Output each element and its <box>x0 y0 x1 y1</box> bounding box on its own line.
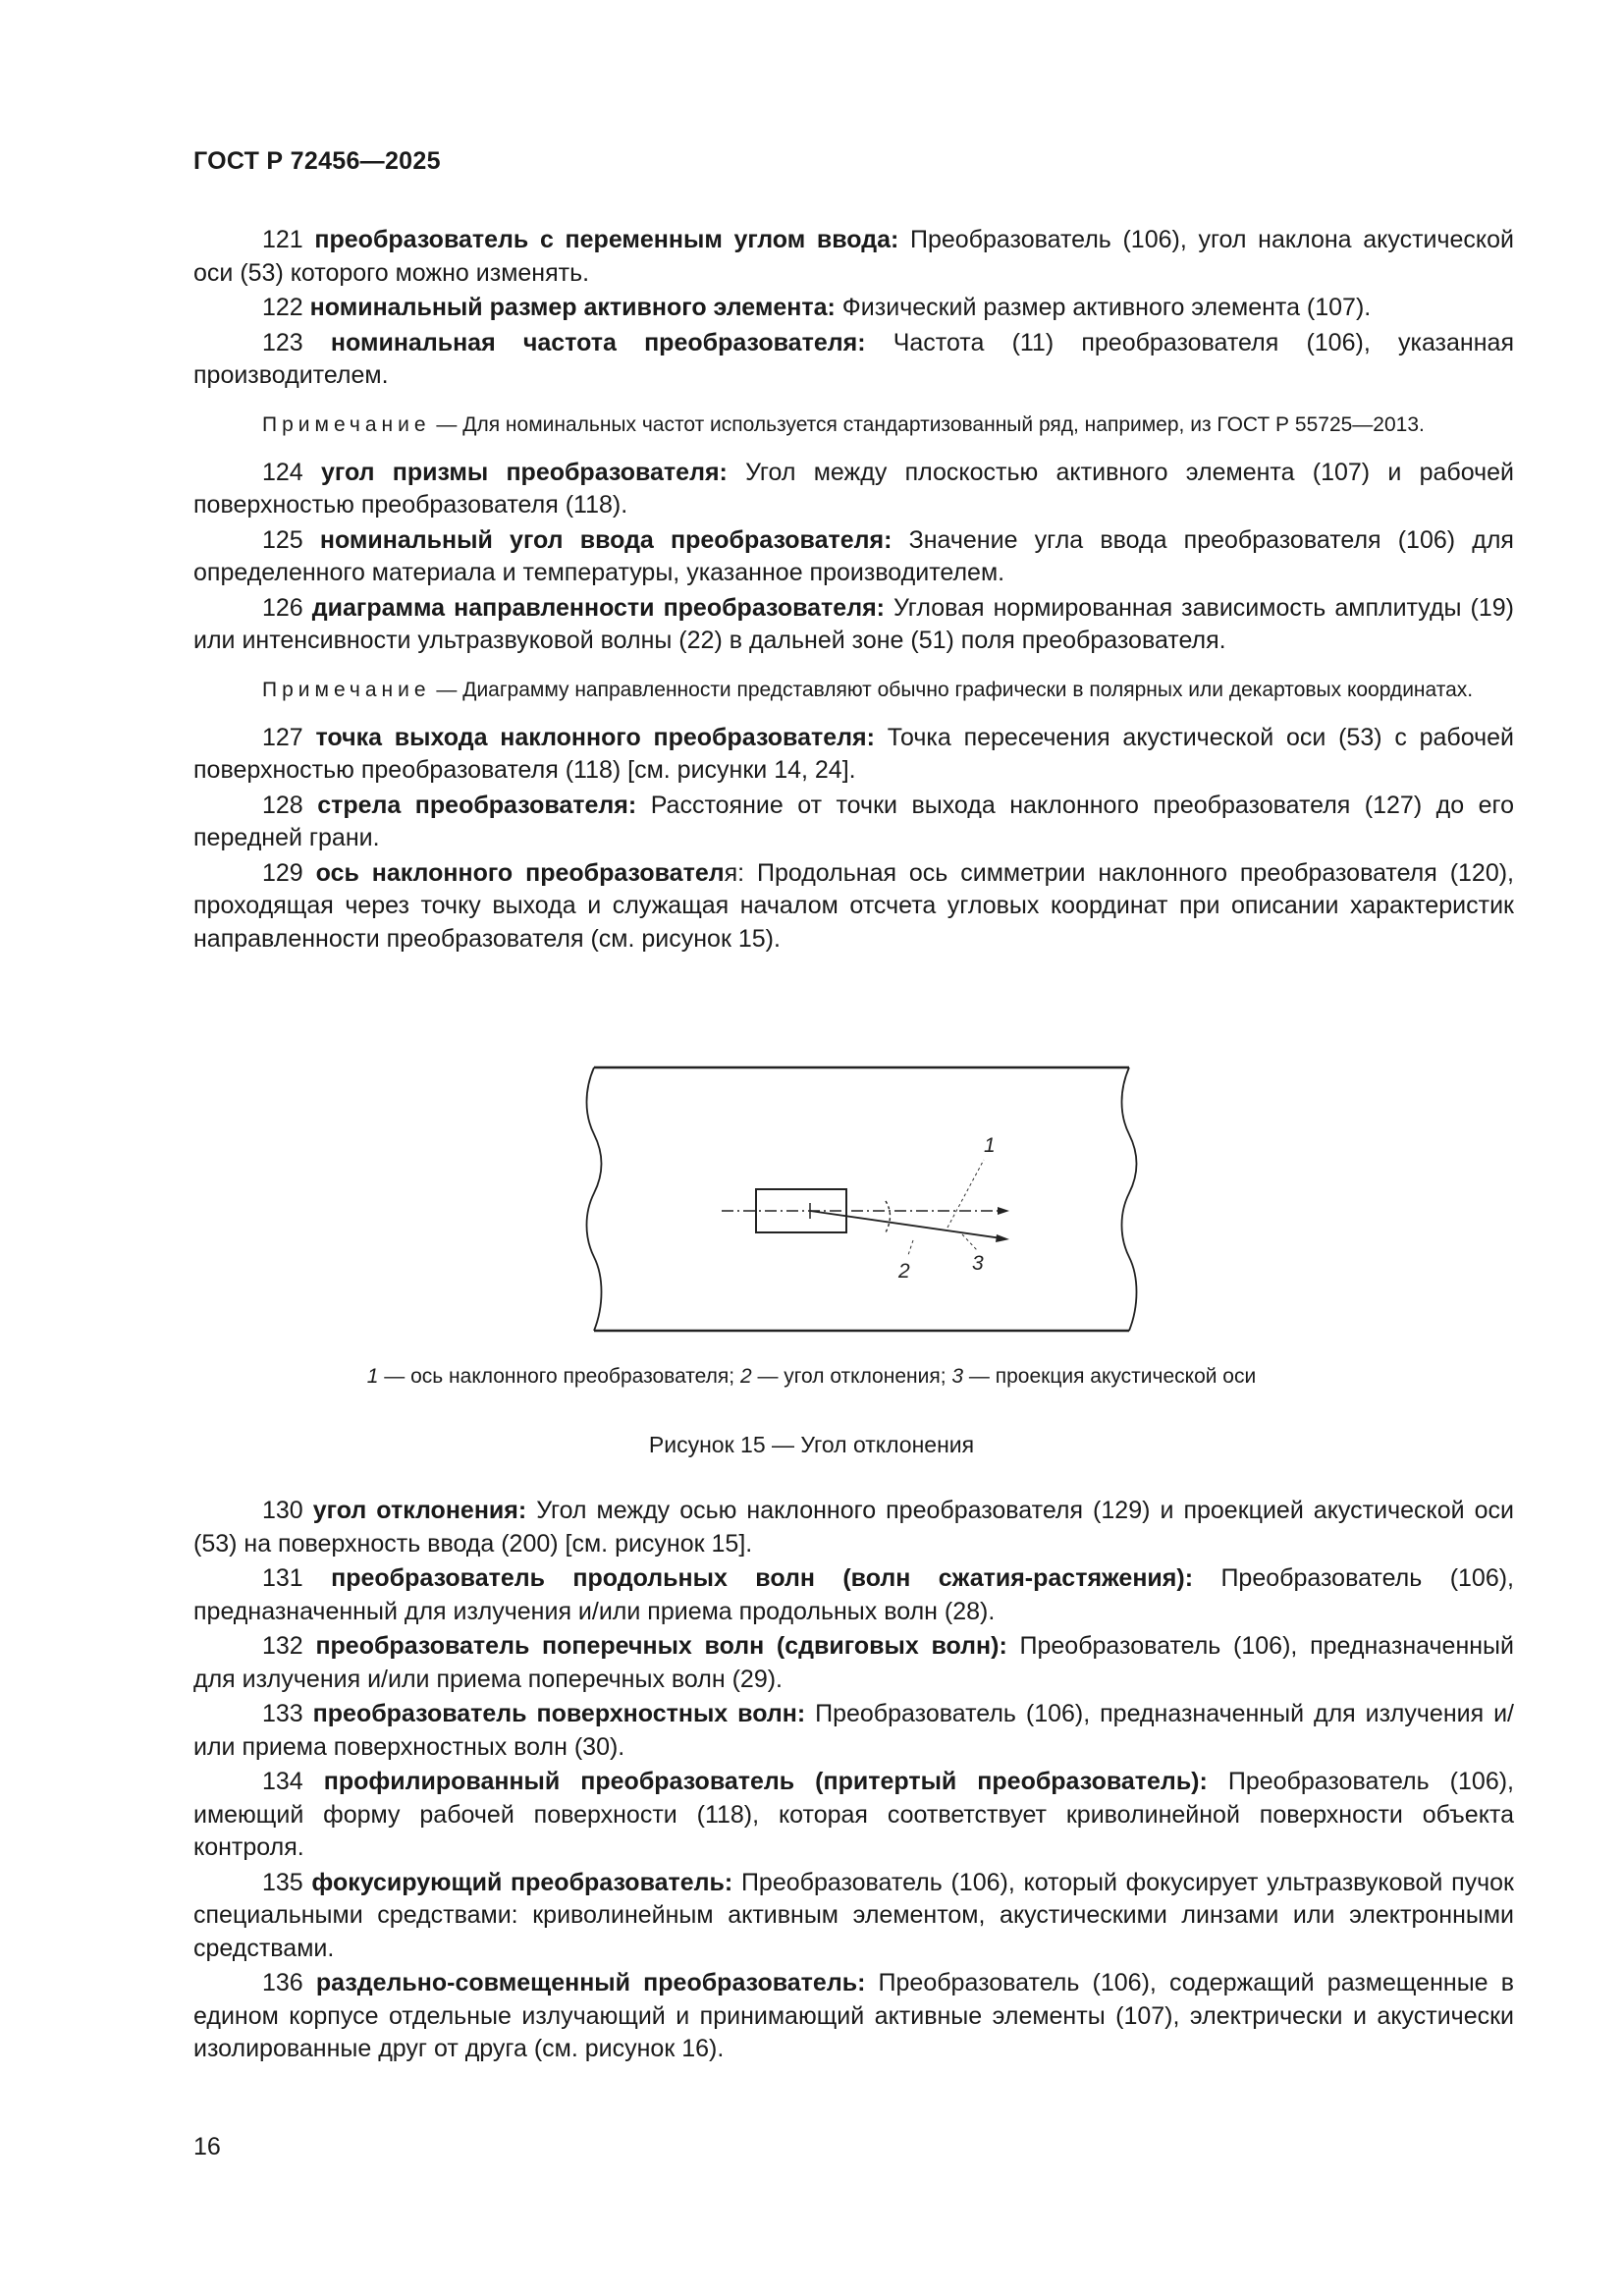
acoustic-axis-projection <box>810 1211 1001 1238</box>
term-135: 135 фокусирующий преобразователь: Преобразователь (106), который фокусирует ультразвуковой пучок специальными средствами: криволинейным активным элементом, акустическими линзами или электронными средствами. <box>193 1868 1514 1962</box>
term-126: 126 диаграмма направленности преобразователя: Угловая нормированная зависимость амплитуды (19) или интенсивности ультразвуковой волны (22) в дальней зоне (51) поля преобразователя. <box>193 593 1515 654</box>
term-127: 127 точка выхода наклонного преобразователя: Точка пересечения акустической оси (53) с рабочей поверхностью преобразователя (118) [см. рисунки 14, 24]. <box>193 723 1514 784</box>
term-133: 133 преобразователь поверхностных волн: Преобразователь (106), предназначенный для излучения и/или приема поверхностных волн (30). <box>193 1700 1514 1761</box>
term-123: 123 номинальная частота преобразователя: Частота (11) преобразователя (106), указанная производителем. <box>193 328 1514 389</box>
term-129: 129 ось наклонного преобразователя: Продольная ось симметрии наклонного преобразователя (120), проходящая через точку выхода и служащая началом отсчета угловых координат при описании характеристик направленности преобразователя (см. рисунок 15). <box>193 858 1514 953</box>
deflection-angle-arc <box>886 1201 891 1232</box>
term-125: 125 номинальный угол ввода преобразователя: Значение угла ввода преобразователя (106) для определенного материала и температуры, указанное производителем. <box>193 525 1514 586</box>
figure-15 <box>579 1056 1144 1336</box>
figure-legend: 1 — ось наклонного преобразователя; 2 — угол отклонения; 3 — проекция акустической оси <box>366 1365 1257 1388</box>
term-134: 134 профилированный преобразователь (притертый преобразователь): Преобразователь (106), имеющий форму рабочей поверхности (118), которая соответствует криволинейной поверхности объекта контроля. <box>193 1768 1514 1861</box>
term-124: 124 угол призмы преобразователя: Угол между плоскостью активного элемента (107) и рабочей поверхностью преобразователя (118). <box>193 458 1514 519</box>
callout-3: 3 <box>972 1252 984 1275</box>
callout-2: 2 <box>898 1260 910 1283</box>
figure-15-drawing <box>579 1056 1144 1336</box>
figure-caption: Рисунок 15 — Угол отклонения <box>648 1432 975 1457</box>
page-number: 16 <box>193 2133 221 2160</box>
term-121: 121 преобразователь с переменным углом ввода: Преобразователь (106), угол наклона акустической оси (53) которого можно изменять. <box>193 226 1514 287</box>
callout-1: 1 <box>984 1134 996 1157</box>
term-128: 128 стрела преобразователя: Расстояние от точки выхода наклонного преобразователя (127) до его передней грани. <box>193 791 1514 851</box>
text-block-bottom <box>193 1495 1514 2068</box>
note-2: Примечание — Диаграмму направленности представляют обычно графически в полярных или декартовых координатах. <box>262 678 1474 701</box>
term-130: 130 угол отклонения: Угол между осью наклонного преобразователя (129) и проекцией акустической оси (53) на поверхность ввода (200) [см. рисунок 15]. <box>193 1497 1514 1558</box>
text-block-top <box>193 224 1514 957</box>
term-136: 136 раздельно-совмещенный преобразователь: Преобразователь (106), содержащий размещенные в едином корпусе отдельные излучающий и принимающий активные элементы (107), электрически и акустически изолированные друг от друга (см. рисунок 16). <box>193 1969 1514 2062</box>
term-122: 122 номинальный размер активного элемента: Физический размер активного элемента (107). <box>262 294 1372 321</box>
term-131: 131 преобразователь продольных волн (волн сжатия-растяжения): Преобразователь (106), предназначенный для излучения и/или приема продольных волн (28). <box>193 1564 1514 1625</box>
note-1: Примечание — Для номинальных частот используется стандартизованный ряд, например, из ГОСТ Р 55725—2013. <box>262 412 1425 436</box>
term-132: 132 преобразователь поперечных волн (сдвиговых волн): Преобразователь (106), предназначенный для излучения и/или приема поперечных волн (29). <box>193 1632 1514 1693</box>
document-header: ГОСТ Р 72456—2025 <box>193 147 441 175</box>
